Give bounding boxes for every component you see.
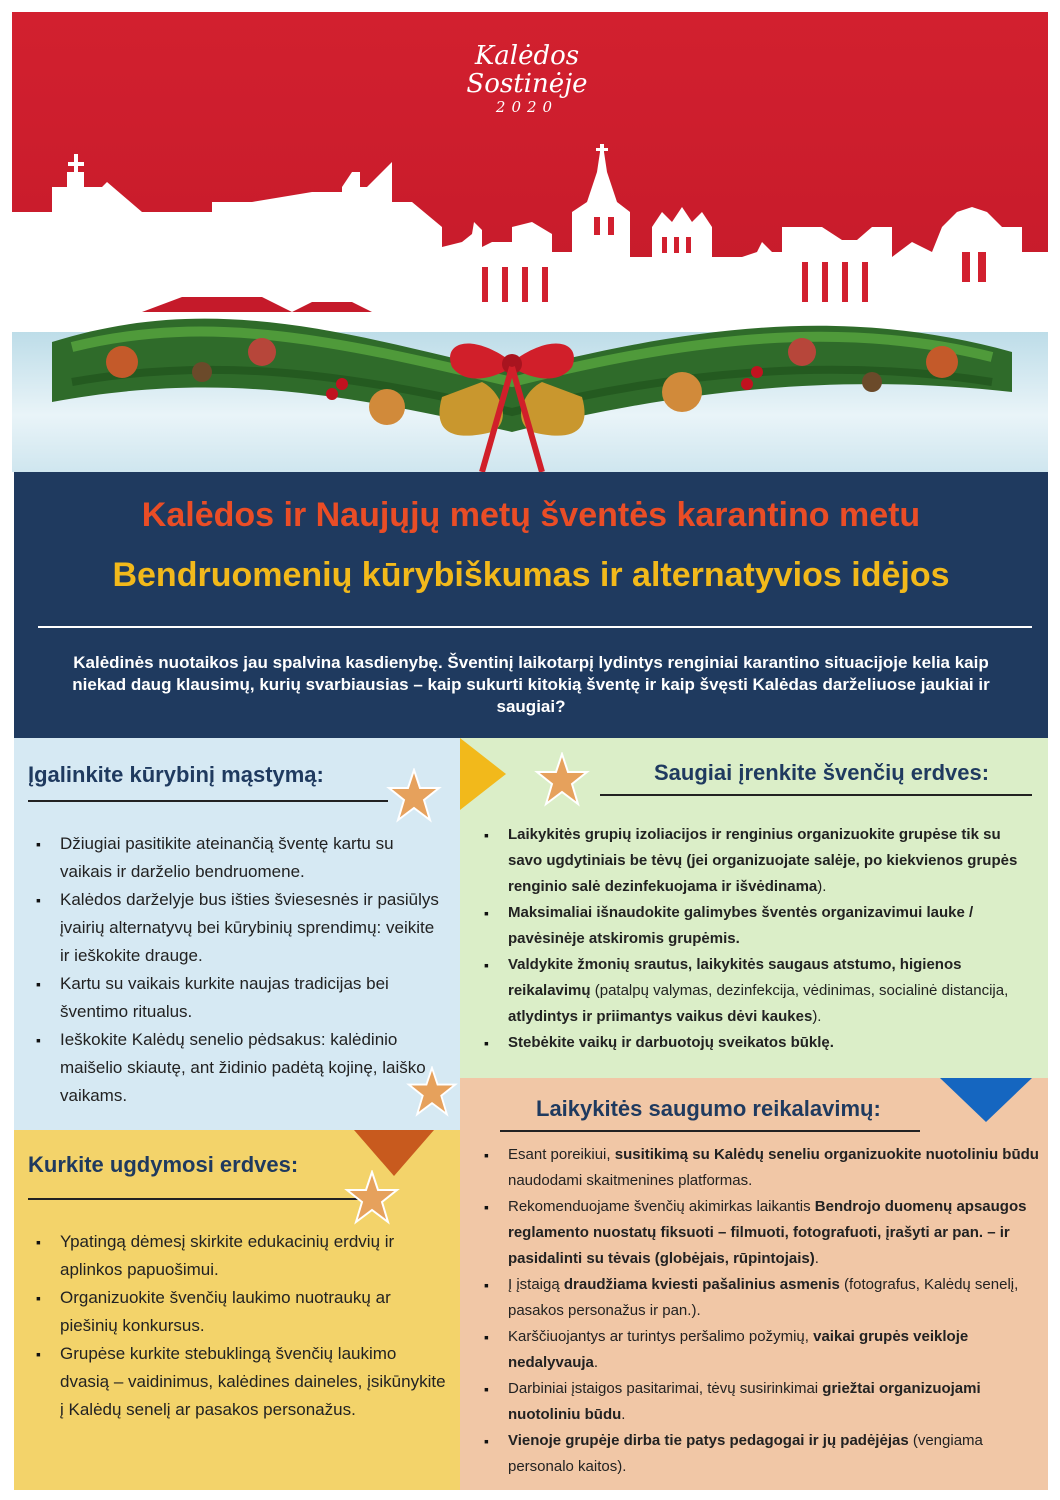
list-item (474, 1428, 1040, 1480)
gingerbread-star-icon (406, 1066, 458, 1118)
list-item (474, 952, 1034, 1030)
title-box (14, 472, 1048, 738)
list-item: ▪ Ypatingą dėmesį skirkite edukacinių erdvių ir aplinkos papuošimui. (26, 1228, 446, 1284)
section-creative-thinking (14, 738, 460, 1130)
list-item: ▪ Džiugiai pasitikite ateinančią šventę kartu su vaikais ir darželio bendruomene. (26, 830, 446, 886)
item-bold: Bendrojo duomenų apsaugos reglamento nuostatų fiksuoti – filmuoti, fotografuoti, įrašyti ar pan. – ir pasidalinti su tėvais (globėjais, rūpintojais) (508, 1198, 1027, 1267)
item-bold: Laikykitės grupių izoliacijos ir renginius organizuokite grupėse tik su savo ugdytiniais be tėvų (jei organizuojate salėje, po kiekvienos grupės renginio salė dezinfekuojama ir išvėdinama (508, 826, 1018, 895)
item-bold: Maksimaliai išnaudokite galimybes šventės organizavimui lauke / pavėsinėje atskiromis grupėmis. (508, 904, 974, 947)
safety-list (474, 1142, 1040, 1480)
item-bold: draudžiama kviesti pašalinius asmenis (563, 1276, 840, 1293)
logo-year: 2020 (495, 98, 559, 116)
divider (38, 626, 1032, 628)
heading-underline (500, 1130, 920, 1132)
item-bold: Valdykite žmonių srautus, laikykitės saugaus atstumo, higienos reikalavimų (508, 956, 962, 999)
list-item: ▪ Grupėse kurkite stebuklingą švenčių laukimo dvasią – vaidinimus, kalėdines daineles, įsikūnykite į Kalėdų senelį ar pasakos personažus. (26, 1340, 446, 1424)
item-text: Karščiuojantys ar turintys peršalimo požymių, (508, 1328, 814, 1345)
event-logo (452, 42, 602, 116)
spaces-list (474, 822, 1034, 1056)
item-text: (vengiama personalo kaitos). (508, 1432, 983, 1475)
logo-line-1: Kalėdos (474, 41, 580, 71)
gingerbread-star-icon (386, 768, 442, 824)
poster (12, 12, 1048, 1490)
corner-triangle (460, 738, 506, 810)
list-item (474, 1324, 1040, 1376)
intro-text: Kalėdinės nuotaikos jau spalvina kasdienybę. Šventinį laikotarpį lydintys renginiai karantino situacijoje kelia kaip niekad daug klausimų, kurių svarbiausias – kaip sukurti kitokią šventę ir kaip švęsti Kalėdas darželiuose jaukiai ir saugiai? (72, 653, 990, 716)
subtitle: Bendruomenių kūrybiškumas ir alternatyvios idėjos (112, 556, 950, 594)
section-heading-safety: Laikykitės saugumo reikalavimų: (536, 1096, 881, 1121)
section-education-spaces (14, 1130, 460, 1490)
item-bold: susitikimą su Kalėdų seneliu organizuokite nuotoliniu būdu (614, 1146, 1039, 1163)
list-item: ▪ Organizuokite švenčių laukimo nuotraukų ar piešinių konkursus. (26, 1284, 446, 1340)
item-bold: Stebėkite vaikų ir darbuotojų sveikatos būklę. (508, 1034, 834, 1051)
list-item (474, 1142, 1040, 1194)
item-text: . (814, 1250, 819, 1267)
list-item: ▪ Kartu su vaikais kurkite naujas tradicijas bei šventimo ritualus. (26, 970, 446, 1026)
item-text: . (621, 1406, 626, 1423)
list-item (474, 1272, 1040, 1324)
heading-underline (28, 800, 388, 802)
section-heading-creative: Įgalinkite kūrybinį mąstymą: (28, 762, 324, 787)
item-bold: atlydintys ir priimantys vaikus dėvi kaukes (508, 1008, 813, 1025)
item-bold: vaikai grupės veikloje nedalyvauja (508, 1328, 969, 1371)
heading-underline (28, 1198, 358, 1200)
gingerbread-star-icon (534, 752, 590, 808)
list-item: ▪ Ieškokite Kalėdų senelio pėdsakus: kalėdinio maišelio skiautę, ant židinio padėtą kojinę, laiško vaikams. (26, 1026, 446, 1110)
item-text: Darbiniai įstaigos pasitarimai, tėvų susirinkimai (508, 1380, 823, 1397)
list-item (474, 900, 1034, 952)
heading-underline (600, 794, 1032, 796)
logo-line-2: Sostinėje (466, 69, 588, 99)
item-text: Rekomenduojame švenčių akimirkas laikantis (508, 1198, 815, 1215)
list-item (474, 1030, 1034, 1056)
corner-triangle (940, 1078, 1032, 1122)
item-bold: griežtai organizuojami nuotoliniu būdu (508, 1380, 981, 1423)
list-item (474, 1376, 1040, 1428)
item-text: ). (812, 1008, 822, 1025)
list-item (474, 822, 1034, 900)
item-text: Esant poreikiui, (508, 1146, 615, 1163)
education-list (26, 1228, 446, 1424)
item-text: naudodami skaitmenines platformas. (508, 1172, 753, 1189)
main-title: Kalėdos ir Naujųjų metų šventės karantino metu (141, 496, 921, 534)
item-text: ). (817, 878, 827, 895)
creative-list (26, 830, 446, 1110)
section-heading-education: Kurkite ugdymosi erdves: (28, 1152, 299, 1177)
section-safe-spaces (460, 738, 1048, 1078)
hero-banner (12, 12, 1048, 472)
section-safety-requirements (460, 1078, 1048, 1490)
item-text: (patalpų valymas, dezinfekcija, vėdinimas, socialinė distancija, (590, 982, 1009, 999)
item-text: Į įstaigą (508, 1276, 564, 1293)
list-item (474, 1194, 1040, 1272)
item-text: (fotografus, Kalėdų senelį, pasakos personažus ir pan.). (508, 1276, 1019, 1319)
item-text: . (593, 1354, 599, 1371)
section-heading-spaces: Saugiai įrenkite švenčių erdves: (654, 760, 990, 785)
item-bold: Vienoje grupėje dirba tie patys pedagogai ir jų padėjėjas (508, 1432, 909, 1449)
gingerbread-star-icon (344, 1170, 400, 1226)
list-item: ▪ Kalėdos darželyje bus išties šviesesnės ir pasiūlys įvairių alternatyvų bei kūrybinių sprendimų: veikite ir ieškokite drauge. (26, 886, 446, 970)
